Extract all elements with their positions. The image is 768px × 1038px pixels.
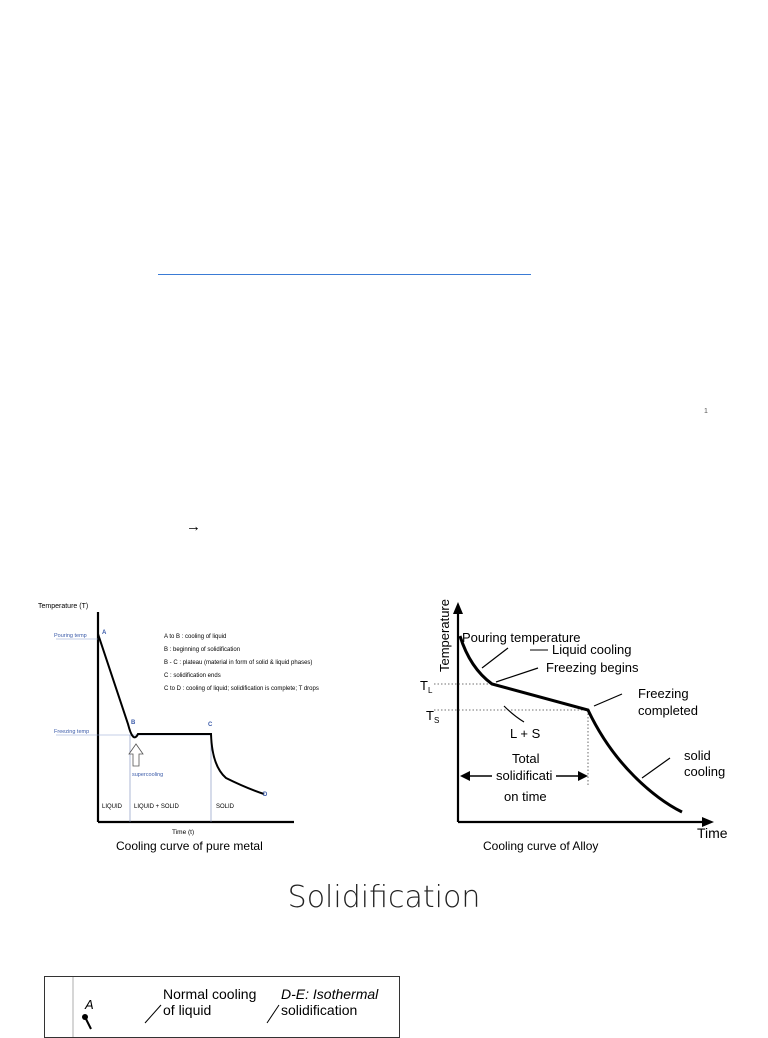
page-number: 1 — [704, 408, 708, 415]
alloy-cooling-figure — [412, 596, 736, 846]
fig1-supercooling-label: supercooling — [132, 772, 164, 778]
fig1-note-5: C to D : cooling of liquid; solidification is complete; T drops — [164, 686, 319, 692]
fig1-region-liquid: LIQUID — [102, 804, 123, 810]
fig3-curve — [85, 1017, 91, 1029]
fig2-solid-2: cooling — [684, 764, 726, 779]
fig2-freezing-completed-1: Freezing — [638, 686, 689, 701]
fig2-ts: $T_S$ — [426, 708, 440, 725]
fig2-y-axis-label: Temperature — [437, 599, 452, 672]
fig1-caption: Cooling curve of pure metal — [116, 839, 263, 853]
fig2-freezing-completed-2: completed — [638, 703, 698, 718]
supercooling-arrow-icon — [129, 744, 143, 766]
fig3-iso-1: D-E: Isothermal — [281, 986, 379, 1002]
fig2-caption: Cooling curve of Alloy — [483, 839, 599, 853]
fig1-point-c: C — [208, 722, 213, 728]
fig2-ls-label: L + S — [510, 726, 541, 741]
fig2-total-3: on time — [504, 789, 547, 804]
fig2-solid-pointer — [642, 758, 670, 778]
fig1-note-2: B : beginning of solidification — [164, 647, 241, 653]
fig1-point-a: A — [102, 630, 107, 636]
fig2-x-axis-label: Time — [697, 825, 728, 841]
fig1-point-d: D — [263, 792, 268, 798]
fig2-pouring-pointer — [482, 648, 508, 668]
fig2-left-arrowhead-icon — [460, 771, 470, 781]
pure-metal-cooling-figure — [36, 596, 366, 858]
fig1-region-mix: LIQUID + SOLID — [134, 804, 179, 810]
fig3-normal-2: of liquid — [163, 1002, 212, 1018]
fig1-x-axis-label: Time (t) — [172, 829, 195, 836]
fig1-note-1: A to B : cooling of liquid — [164, 634, 227, 640]
fig1-y-axis-label: Temperature (T) — [38, 603, 89, 610]
fig2-solid-1: solid — [684, 748, 711, 763]
fig2-freezing-begins-pointer — [496, 668, 538, 682]
fig1-note-4: C : solidification ends — [164, 673, 221, 679]
fig3-normal-pointer — [145, 1005, 161, 1023]
fig2-freezing-begins-label: Freezing begins — [546, 660, 639, 675]
fig2-tl: $T_L$ — [420, 678, 433, 695]
fig1-curve — [98, 634, 264, 794]
fig2-ls-pointer — [504, 706, 524, 722]
fig3-normal-1: Normal cooling — [163, 986, 257, 1002]
section-title: Solidification — [287, 880, 481, 915]
hyperlink-underline[interactable] — [158, 274, 531, 275]
fig1-freezing-label: Freezing temp — [54, 729, 90, 735]
fig1-note-3: B - C : plateau (material in form of solid & liquid phases) — [164, 660, 313, 666]
fig3-point-a: A — [85, 997, 94, 1012]
fig2-liquid-cooling-label: Liquid cooling — [552, 642, 632, 657]
fig2-pouring-label: Pouring temperature — [462, 630, 581, 645]
fig2-freezing-completed-pointer — [594, 694, 622, 706]
fig2-total-2: solidificati — [496, 768, 553, 783]
isothermal-figure — [44, 976, 400, 1038]
fig1-pouring-label: Pouring temp — [54, 633, 87, 639]
fig2-right-arrowhead-icon — [578, 771, 588, 781]
fig1-region-solid: SOLID — [216, 804, 235, 810]
arrow-right-icon: → — [186, 518, 201, 535]
fig3-iso-2: solidification — [281, 1002, 358, 1018]
fig2-y-arrowhead-icon — [453, 602, 463, 614]
fig1-point-b: B — [131, 720, 136, 726]
fig2-total-1: Total — [512, 751, 540, 766]
fig3-iso-pointer — [267, 1005, 279, 1023]
